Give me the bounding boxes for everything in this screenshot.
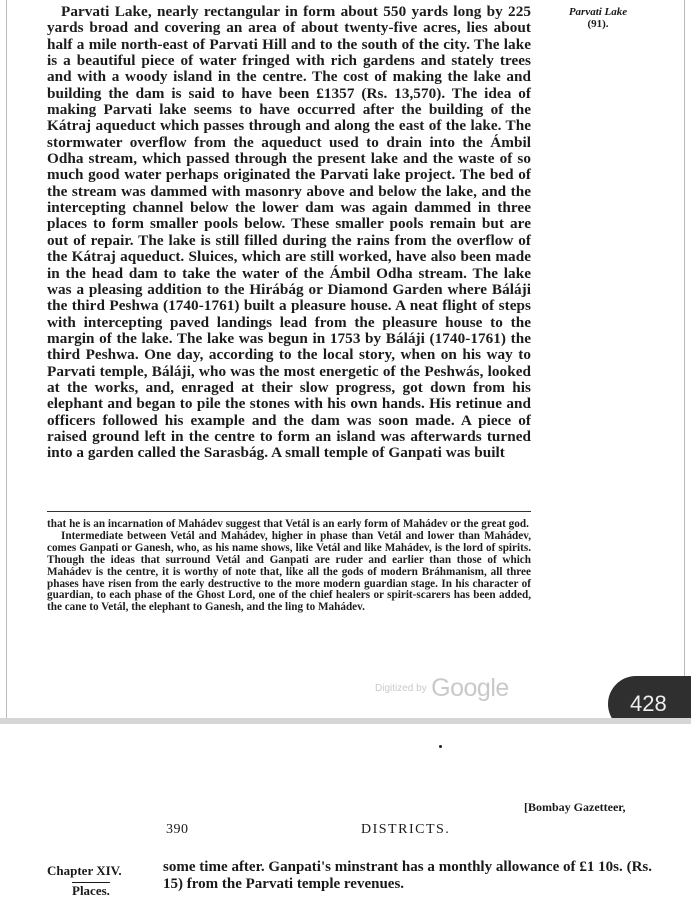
footnote-continuation: that he is an incarnation of Mahádev suggest that Vetál is an early form of Mahádev or the great god. bbox=[47, 518, 529, 530]
page-number-indicator[interactable]: 428 bbox=[608, 676, 691, 732]
footnote-paragraph: Intermediate between Vetál and Mahádev, higher in phase than Vetál and lower than Mahádev, comes Ganpati or Ganesh, who, as his name shows, like Vetál and like Mahádev, is the lord of spirits. Though the ideas that surround Vetál and Ganpati are ruder and earlier than those of which Mahádev is the centre, it is worthy of note that, like all the gods of modern Bráhmanism, all three phases have risen from the early destructive to the more modern guardian stage. In his character of guardian, to each phase of the Ghost Lord, one of the chief healers or spirit-scarers has been added, the cane to Vetál, the elephant to Ganesh, and the ling to Mahádev. bbox=[47, 529, 531, 614]
watermark-prefix: Digitized by bbox=[375, 683, 427, 694]
paragraph-text: some time after. Ganpati's minstrant has a monthly allowance of £1 10s. (Rs. 15) from the Parvati temple revenues. bbox=[163, 859, 652, 892]
page-edge bbox=[684, 0, 685, 718]
page-number: 390 bbox=[166, 822, 189, 837]
running-header: [Bombay Gazetteer, bbox=[524, 800, 626, 814]
places-label: Places. bbox=[72, 883, 110, 898]
margin-note-ref: (91). bbox=[587, 18, 609, 30]
ink-dot bbox=[439, 745, 442, 748]
footnote-divider bbox=[47, 511, 531, 512]
chapter-margin-label bbox=[47, 861, 147, 901]
bottom-paragraph bbox=[163, 859, 652, 893]
margin-note bbox=[552, 6, 644, 30]
footnotes bbox=[47, 519, 531, 614]
main-paragraph bbox=[47, 4, 531, 462]
digitized-watermark bbox=[375, 674, 509, 703]
google-logo: Google bbox=[431, 674, 509, 702]
paragraph-text: Parvati Lake, nearly rectangular in form about 550 yards long by 225 yards broad and covering an area of about twenty-five acres, lies about half a mile north-east of Parvati Hill and to the south of the city. The lake is a beautiful piece of water fringed with rich gardens and stately trees and with a woody island in the centre. The cost of making the lake and building the dam is said to have been £1357 (Rs. 13,570). The idea of making Parvati lake seems to have occurred after the building of the Kátraj aqueduct which passes through and along the east of the lake. The stormwater overflow from the aqueduct used to drain into the Ámbil Odha stream, which passed through the present lake and the waste of so much good water perhaps originated the Parvati lake project. The bed of the stream was dammed with masonry above and below the lake, and the intercepting channel below the lower dam was again dammed in three places to form smaller pools below. These smaller pools remain but are out of repair. The lake is still filled during the rains from the overflow of the Kátraj aqueduct. Sluices, which are still worked, have also been made in the head dam to take the water of the Ámbil Odha stream. The lake was a pleasing addition to the Hirábág or Diamond Garden where Báláji the third Peshwa (1740-1761) built a pleasure house. A neat flight of steps with intercepting paved landings lead from the pleasure house to the margin of the lake. The lake was begun in 1753 by Báláji (1740-1761) the third Peshwa. One day, according to the local story, when on his way to Parvati temple, Báláji, who was the most energetic of the Peshwás, looked at the works, and, enraged at their slow progress, got down from his elephant and began to pile the stones with his own hands. His retinue and officers followed his example and the dam was soon made. A piece of raised ground left in the centre to form an island was afterwards turned into a garden called the Sarasbág. A small temple of Ganpati was built bbox=[47, 3, 531, 462]
section-title: DISTRICTS. bbox=[361, 822, 451, 837]
margin-note-title: Parvati Lake bbox=[568, 6, 628, 18]
chapter-number: Chapter XIV. bbox=[47, 863, 122, 878]
page-edge bbox=[6, 0, 7, 718]
